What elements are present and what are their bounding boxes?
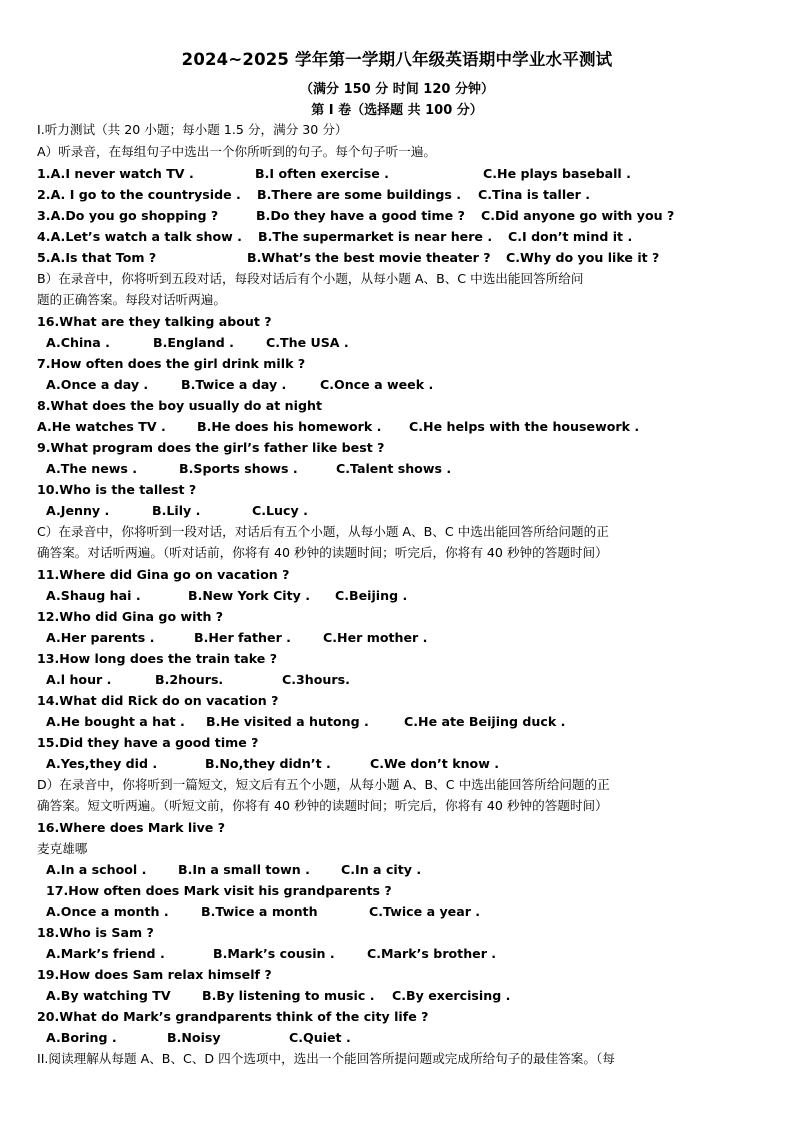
c-question-13: 13.How long does the train take ? xyxy=(37,651,278,666)
b-9-a: A.The news . xyxy=(46,461,138,476)
d-19-a: A.By watching TV xyxy=(46,988,171,1003)
c-question-15: 15.Did they have a good time ? xyxy=(37,735,259,750)
a-item-2-a: 2.A. I go to the countryside . xyxy=(37,187,241,202)
b-question-7: 7.How often does the girl drink milk ? xyxy=(37,356,306,371)
a-item-1-c: C.He plays baseball . xyxy=(483,166,631,181)
c-13-c: C.3hours. xyxy=(282,672,350,687)
b-question-10: 10.Who is the tallest ? xyxy=(37,482,197,497)
b-7-a: A.Once a day . xyxy=(46,377,149,392)
b-8-c: C.He helps with the housework . xyxy=(409,419,640,434)
a-item-3-a: 3.A.Do you go shopping ? xyxy=(37,208,219,223)
b-16-c: C.The USA . xyxy=(266,335,349,350)
volume-heading: 第 I 卷（选择题 共 100 分） xyxy=(311,103,483,118)
partB-instruction-1: B）在录音中，你将听到五段对话，每段对话后有个小题，从每小题 A、B、C 中选出能回答所给问 xyxy=(37,271,584,286)
a-item-5-b: B.What’s the best movie theater ? xyxy=(247,250,491,265)
a-item-4-b: B.The supermarket is near here . xyxy=(258,229,493,244)
d-20-a: A.Boring . xyxy=(46,1030,117,1045)
d-19-b: B.By listening to music . xyxy=(202,988,375,1003)
d-16-a: A.In a school . xyxy=(46,862,147,877)
b-8-a: A.He watches TV . xyxy=(37,419,166,434)
c-15-c: C.We don’t know . xyxy=(370,756,500,771)
d-17-c: C.Twice a year . xyxy=(369,904,481,919)
partD-instruction-1: D）在录音中，你将听到一篇短文，短文后有五个小题，从每小题 A、B、C 中选出能回答所给问题的正 xyxy=(37,777,610,792)
c-14-c: C.He ate Beijing duck . xyxy=(404,714,566,729)
a-item-2-c: C.Tina is taller . xyxy=(478,187,591,202)
a-item-1-a: 1.A.I never watch TV . xyxy=(37,166,194,181)
d-question-19: 19.How does Sam relax himself ? xyxy=(37,967,272,982)
c-12-c: C.Her mother . xyxy=(323,630,428,645)
d-17-b: B.Twice a month xyxy=(201,904,318,919)
d-question-18: 18.Who is Sam ? xyxy=(37,925,154,940)
b-9-c: C.Talent shows . xyxy=(336,461,452,476)
b-9-b: B.Sports shows . xyxy=(179,461,298,476)
a-item-3-c: C.Did anyone go with you ? xyxy=(481,208,675,223)
c-11-c: C.Beijing . xyxy=(335,588,408,603)
b-7-b: B.Twice a day . xyxy=(181,377,287,392)
d-18-b: B.Mark’s cousin . xyxy=(213,946,335,961)
c-14-b: B.He visited a hutong . xyxy=(206,714,369,729)
c-11-a: A.Shaug hai . xyxy=(46,588,141,603)
partD-instruction-2: 确答案。短文听两遍。（听短文前，你将有 40 秒钟的读题时间；听完后，你将有 40 秒钟的答题时间） xyxy=(37,798,608,813)
a-item-4-a: 4.A.Let’s watch a talk show . xyxy=(37,229,242,244)
partA-instruction: A）听录音，在每组句子中选出一个你所听到的句子。每个句子听一遍。 xyxy=(37,144,437,159)
a-item-3-b: B.Do they have a good time ? xyxy=(256,208,465,223)
c-14-a: A.He bought a hat . xyxy=(46,714,185,729)
a-item-2-b: B.There are some buildings . xyxy=(257,187,462,202)
handwritten-note: 麦克雄哪 xyxy=(37,841,88,856)
c-12-b: B.Her father . xyxy=(194,630,291,645)
c-13-a: A.l hour . xyxy=(46,672,112,687)
a-item-5-a: 5.A.Is that Tom ? xyxy=(37,250,157,265)
partC-instruction-2: 确答案。对话听两遍。（听对话前，你将有 40 秒钟的读题时间；听完后，你将有 40 秒钟的答题时间） xyxy=(37,545,608,560)
score-time-line: （满分 150 分 时间 120 分钟） xyxy=(300,82,494,97)
c-question-12: 12.Who did Gina go with ? xyxy=(37,609,224,624)
c-15-b: B.No,they didn’t . xyxy=(205,756,331,771)
a-item-4-c: C.I don’t mind it . xyxy=(508,229,633,244)
d-question-20: 20.What do Mark’s grandparents think of the city life ? xyxy=(37,1009,429,1024)
b-question-9: 9.What program does the girl’s father like best ? xyxy=(37,440,385,455)
b-10-a: A.Jenny . xyxy=(46,503,110,518)
d-20-b: B.Noisy xyxy=(167,1030,221,1045)
d-16-b: B.In a small town . xyxy=(178,862,310,877)
c-11-b: B.New York City . xyxy=(188,588,311,603)
d-16-c: C.In a city . xyxy=(341,862,422,877)
partB-instruction-2: 题的正确答案。每段对话听两遍。 xyxy=(37,292,226,307)
section2-heading: II.阅读理解从每题 A、B、C、D 四个选项中，选出一个能回答所提问题或完成所给句子的最佳答案。（每 xyxy=(37,1051,615,1066)
d-20-c: C.Quiet . xyxy=(289,1030,351,1045)
b-16-a: A.China . xyxy=(46,335,110,350)
c-question-11: 11.Where did Gina go on vacation ? xyxy=(37,567,290,582)
d-18-a: A.Mark’s friend . xyxy=(46,946,165,961)
a-item-1-b: B.I often exercise . xyxy=(255,166,389,181)
c-12-a: A.Her parents . xyxy=(46,630,155,645)
b-10-c: C.Lucy . xyxy=(252,503,308,518)
d-17-a: A.Once a month . xyxy=(46,904,169,919)
b-16-b: B.England . xyxy=(153,335,234,350)
d-question-17: 17.How often does Mark visit his grandparents ? xyxy=(46,883,392,898)
c-15-a: A.Yes,they did . xyxy=(46,756,158,771)
b-7-c: C.Once a week . xyxy=(320,377,434,392)
d-question-16: 16.Where does Mark live ? xyxy=(37,820,226,835)
b-10-b: B.Lily . xyxy=(152,503,201,518)
d-19-c: C.By exercising . xyxy=(392,988,511,1003)
c-question-14: 14.What did Rick do on vacation ? xyxy=(37,693,279,708)
c-13-b: B.2hours. xyxy=(155,672,224,687)
d-18-c: C.Mark’s brother . xyxy=(367,946,497,961)
b-question-16: 16.What are they talking about ? xyxy=(37,314,272,329)
a-item-5-c: C.Why do you like it ? xyxy=(506,250,660,265)
page-title: 2024~2025 学年第一学期八年级英语期中学业水平测试 xyxy=(181,50,613,69)
b-question-8: 8.What does the boy usually do at night xyxy=(37,398,322,413)
section1-heading: I.听力测试（共 20 小题；每小题 1.5 分，满分 30 分） xyxy=(37,122,348,137)
partC-instruction-1: C）在录音中，你将听到一段对话，对话后有五个小题，从每小题 A、B、C 中选出能回答所给问题的正 xyxy=(37,524,609,539)
b-8-b: B.He does his homework . xyxy=(197,419,382,434)
